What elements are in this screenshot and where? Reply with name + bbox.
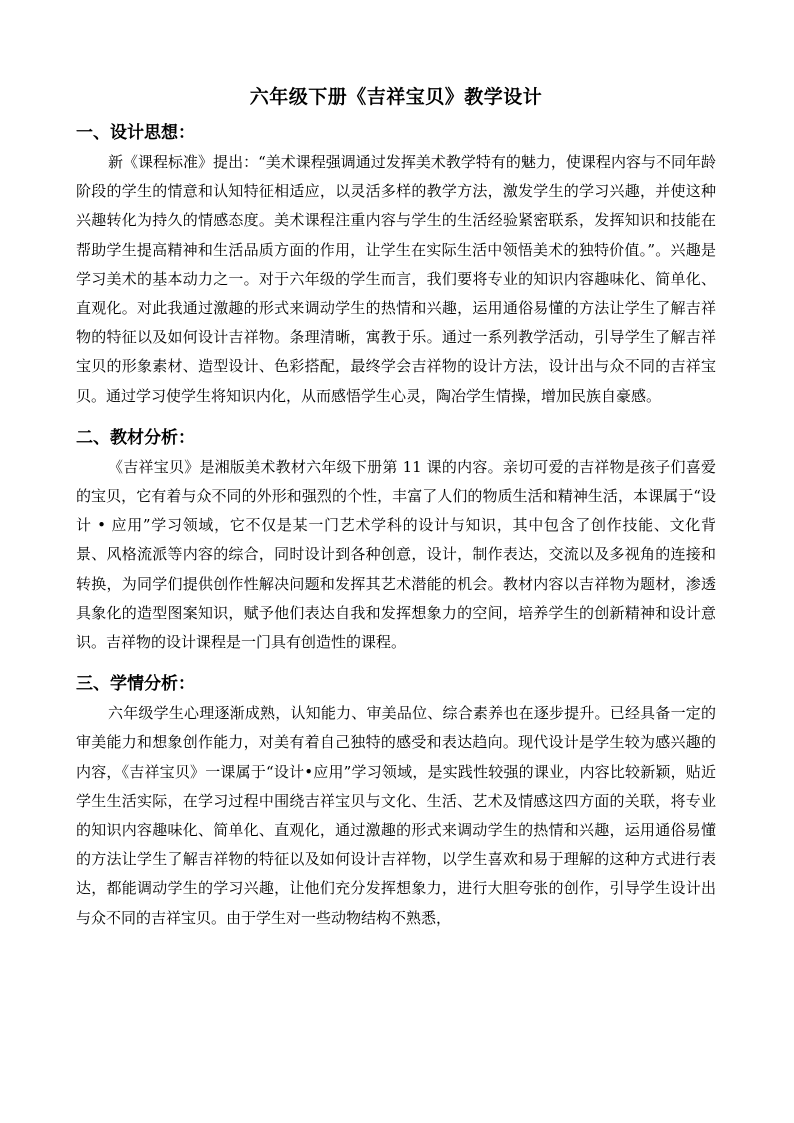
document-title: 六年级下册《吉祥宝贝》教学设计 <box>249 86 543 108</box>
document-page <box>76 82 716 933</box>
section-heading-textbook-analysis: 二、教材分析： <box>76 427 195 448</box>
paragraph-textbook-analysis: 《吉祥宝贝》是湘版美术教材六年级下册第 11 课的内容。亲切可爱的吉祥物是孩子们喜爱的宝贝，它有着与众不同的外形和强烈的个性，丰富了人们的物质生活和精神生活，本课属于“设计 • 应用”学习领域，它不仅是某一门艺术学科的设计与知识，其中包含了创作技能、文化背景、风格流派等内容的综合，同时设计到各种创意，设计，制作表达，交流以及多视角的连接和转换，为同学们提供创作性解决问题和发挥其艺术潜能的机会。教材内容以吉祥物为题材，渗透具象化的造型图案知识，赋予他们表达自我和发挥想象力的空间，培养学生的创新精神和设计意识。吉祥物的设计课程是一门具有创造性的课程。 <box>76 457 716 652</box>
paragraph-design-idea: 新《课程标准》提出：“美术课程强调通过发挥美术教学特有的魅力，使课程内容与不同年龄阶段的学生的情意和认知特征相适应，以灵活多样的教学方法，激发学生的学习兴趣，并使这种兴趣转化为持久的情感态度。美术课程注重内容与学生的生活经验紧密联系，发挥知识和技能在帮助学生提高精神和生活品质方面的作用，让学生在实际生活中领悟美术的独特价值。”。兴趣是学习美术的基本动力之一。对于六年级的学生而言，我们要将专业的知识内容趣味化、简单化、直观化。对此我通过激趣的形式来调动学生的热情和兴趣，运用通俗易懂的方法让学生了解吉祥物的特征以及如何设计吉祥物。条理清晰，寓教于乐。通过一系列教学活动，引导学生了解吉祥宝贝的形象素材、造型设计、色彩搭配，最终学会吉祥物的设计方法，设计出与众不同的吉祥宝贝。通过学习使学生将知识内化，从而感悟学生心灵，陶冶学生情操，增加民族自豪感。 <box>76 153 716 405</box>
section-heading-design-idea: 一、设计思想： <box>76 123 195 143</box>
paragraph-student-analysis: 六年级学生心理逐渐成熟，认知能力、审美品位、综合素养也在逐步提升。已经具备一定的审美能力和想象创作能力，对美有着自己独特的感受和表达趋向。现代设计是学生较为感兴趣的内容，《吉祥宝贝》一课属于“设计•应用”学习领域，是实践性较强的课业，内容比较新颖，贴近学生生活实际，在学习过程中围绕吉祥宝贝与文化、生活、艺术及情感这四方面的关联，将专业的知识内容趣味化、简单化、直观化，通过激趣的形式来调动学生的热情和兴趣，运用通俗易懂的方法让学生了解吉祥物的特征以及如何设计吉祥物，以学生喜欢和易于理解的这种方式进行表达，都能调动学生的学习兴趣，让他们充分发挥想象力，进行大胆夸张的创作，引导学生设计出与众不同的吉祥宝贝。由于学生对一些动物结构不熟悉， <box>76 704 716 927</box>
section-heading-student-analysis: 三、学情分析： <box>76 674 195 695</box>
